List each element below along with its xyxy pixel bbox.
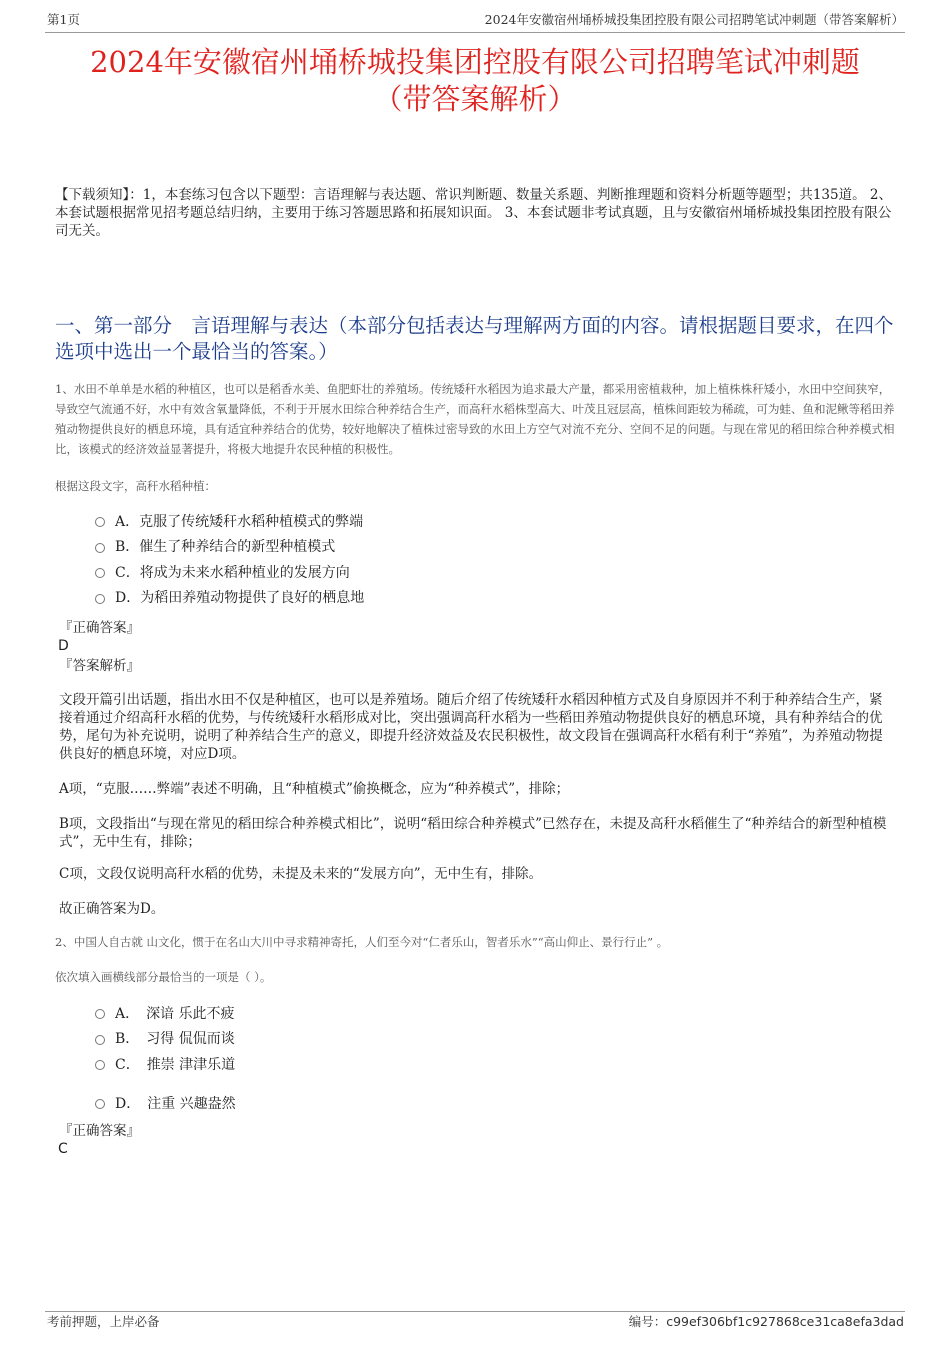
option-c[interactable]	[95, 559, 795, 585]
radio-icon[interactable]	[95, 594, 105, 604]
footer-code	[629, 1314, 904, 1330]
section-heading: 一、第一部分 言语理解与表达（本部分包括表达与理解两方面的内容。请根据题目要求，在四个选项中选出一个最恰当的答案。）	[55, 314, 894, 363]
question-2-stem: 2、中国人自古就 山文化，惯于在名山大川中寻求精神寄托，人们至今对“仁者乐山，智者乐水”“高山仰止、景行行止” 。	[55, 935, 669, 949]
analysis-conclusion: 故正确答案为D。	[59, 901, 165, 917]
radio-icon[interactable]	[95, 1035, 105, 1045]
option-c[interactable]	[95, 1051, 795, 1077]
footer-code-label: 编号：	[628, 1314, 667, 1329]
page-subtitle: （带答案解析）	[373, 82, 577, 116]
header-doc-title: 2024年安徽宿州埇桥城投集团控股有限公司招聘笔试冲刺题（带答案解析）	[484, 12, 904, 27]
radio-icon[interactable]	[95, 568, 105, 578]
question-1-stem: 1、水田不单单是水稻的种植区，也可以是稻香水美、鱼肥虾壮的养殖场。传统矮秆水稻因为追求最大产量，都采用密植栽种，加上植株株秆矮小，水田中空间狭窄，导致空气流通不好，水中有效含氧量降低，不利于开展水田综合种养结合生产，而高秆水稻株型高大、叶茂且冠层高，植株间距较为稀疏，可为蛙、鱼和泥鳅等稻田养殖动物提供良好的栖息环境，具有适宜种养结合的优势，较好地解决了植株过密导致的水田上方空气对流不充分、空间不足的问题。与现在常见的稻田综合种养模式相比，该模式的经济效益显著提升，将极大地提升农民种植的积极性。	[55, 382, 895, 456]
analysis-paragraph: 文段开篇引出话题，指出水田不仅是种植区，也可以是养殖场。随后介绍了传统矮秆水稻因种植方式及自身原因并不利于种养结合生产，紧接着通过介绍高秆水稻的优势，与传统矮秆水稻形成对比，突出强调高秆水稻为一些稻田养殖动物提供良好的栖息环境，具有种养结合的优势，尾句为补充说明，说明了种养结合生产的意义，即提升经济效益及农民积极性，故文段旨在强调高秆水稻有利于“养殖”，为养殖动物提供良好的栖息环境，对应D项。	[59, 692, 883, 762]
option-label: A．克服了传统矮秆水稻种植模式的弊端	[115, 513, 364, 530]
radio-icon[interactable]	[95, 517, 105, 527]
correct-answer: C	[58, 1141, 68, 1157]
radio-icon[interactable]	[95, 1060, 105, 1070]
question-2-options-cont	[95, 1090, 795, 1116]
option-d[interactable]	[95, 585, 795, 611]
correct-answer: D	[58, 638, 69, 654]
question-2-prompt: 依次填入画横线部分最恰当的一项是（ ）。	[55, 970, 272, 984]
header-divider	[45, 32, 905, 33]
option-d[interactable]	[95, 1090, 795, 1116]
option-label: B． 习得 侃侃而谈	[115, 1031, 235, 1048]
option-a[interactable]	[95, 508, 795, 534]
footer-divider	[45, 1311, 905, 1312]
answer-label: 『正确答案』	[59, 620, 140, 636]
radio-icon[interactable]	[95, 1099, 105, 1109]
option-b[interactable]	[95, 1026, 795, 1052]
radio-icon[interactable]	[95, 543, 105, 553]
option-a[interactable]	[95, 1000, 795, 1026]
page-title: 2024年安徽宿州埇桥城投集团控股有限公司招聘笔试冲刺题	[90, 45, 860, 79]
page-number: 第1页	[47, 12, 80, 27]
analysis-paragraph: B项，文段指出“与现在常见的稻田综合种养模式相比”，说明“稻田综合种养模式”已然存在，未提及高秆水稻催生了“种养结合的新型种植模式”，无中生有，排除；	[59, 816, 887, 850]
option-label: C．将成为未来水稻种植业的发展方向	[115, 564, 350, 581]
option-label: B．催生了种养结合的新型种植模式	[115, 539, 336, 556]
option-label: D．为稻田养殖动物提供了良好的栖息地	[115, 590, 365, 607]
option-label: C． 推崇 津津乐道	[115, 1056, 236, 1073]
option-b[interactable]	[95, 534, 795, 560]
footer-slogan: 考前押题，上岸必备	[47, 1314, 160, 1329]
option-label: A． 深谙 乐此不疲	[115, 1005, 235, 1022]
answer-label: 『正确答案』	[59, 1123, 140, 1139]
option-label: D． 注重 兴趣盎然	[115, 1095, 236, 1112]
analysis-paragraph: C项，文段仅说明高秆水稻的优势，未提及未来的“发展方向”，无中生有，排除。	[59, 866, 543, 882]
download-notice: 【下载须知】：1，本套练习包含以下题型：言语理解与表达题、常识判断题、数量关系题、判断推理题和资料分析题等题型；共135道。 2、本套试题根据常见招考题总结归纳，主要用于练习答题思路和拓展知识面。 3、本套试题非考试真题，且与安徽宿州埇桥城投集团控股有限公司无关。	[55, 187, 892, 239]
question-1-options	[95, 508, 795, 610]
question-1-prompt: 根据这段文字，高秆水稻种植：	[55, 479, 216, 493]
footer-code-value: c99ef306bf1c927868ce31ca8efa3dad	[666, 1314, 904, 1329]
analysis-label: 『答案解析』	[59, 658, 140, 674]
radio-icon[interactable]	[95, 1009, 105, 1019]
analysis-paragraph: A项，“克服……弊端”表述不明确，且“种植模式”偷换概念，应为“种养模式”，排除；	[59, 781, 570, 797]
question-2-options	[95, 1000, 795, 1077]
